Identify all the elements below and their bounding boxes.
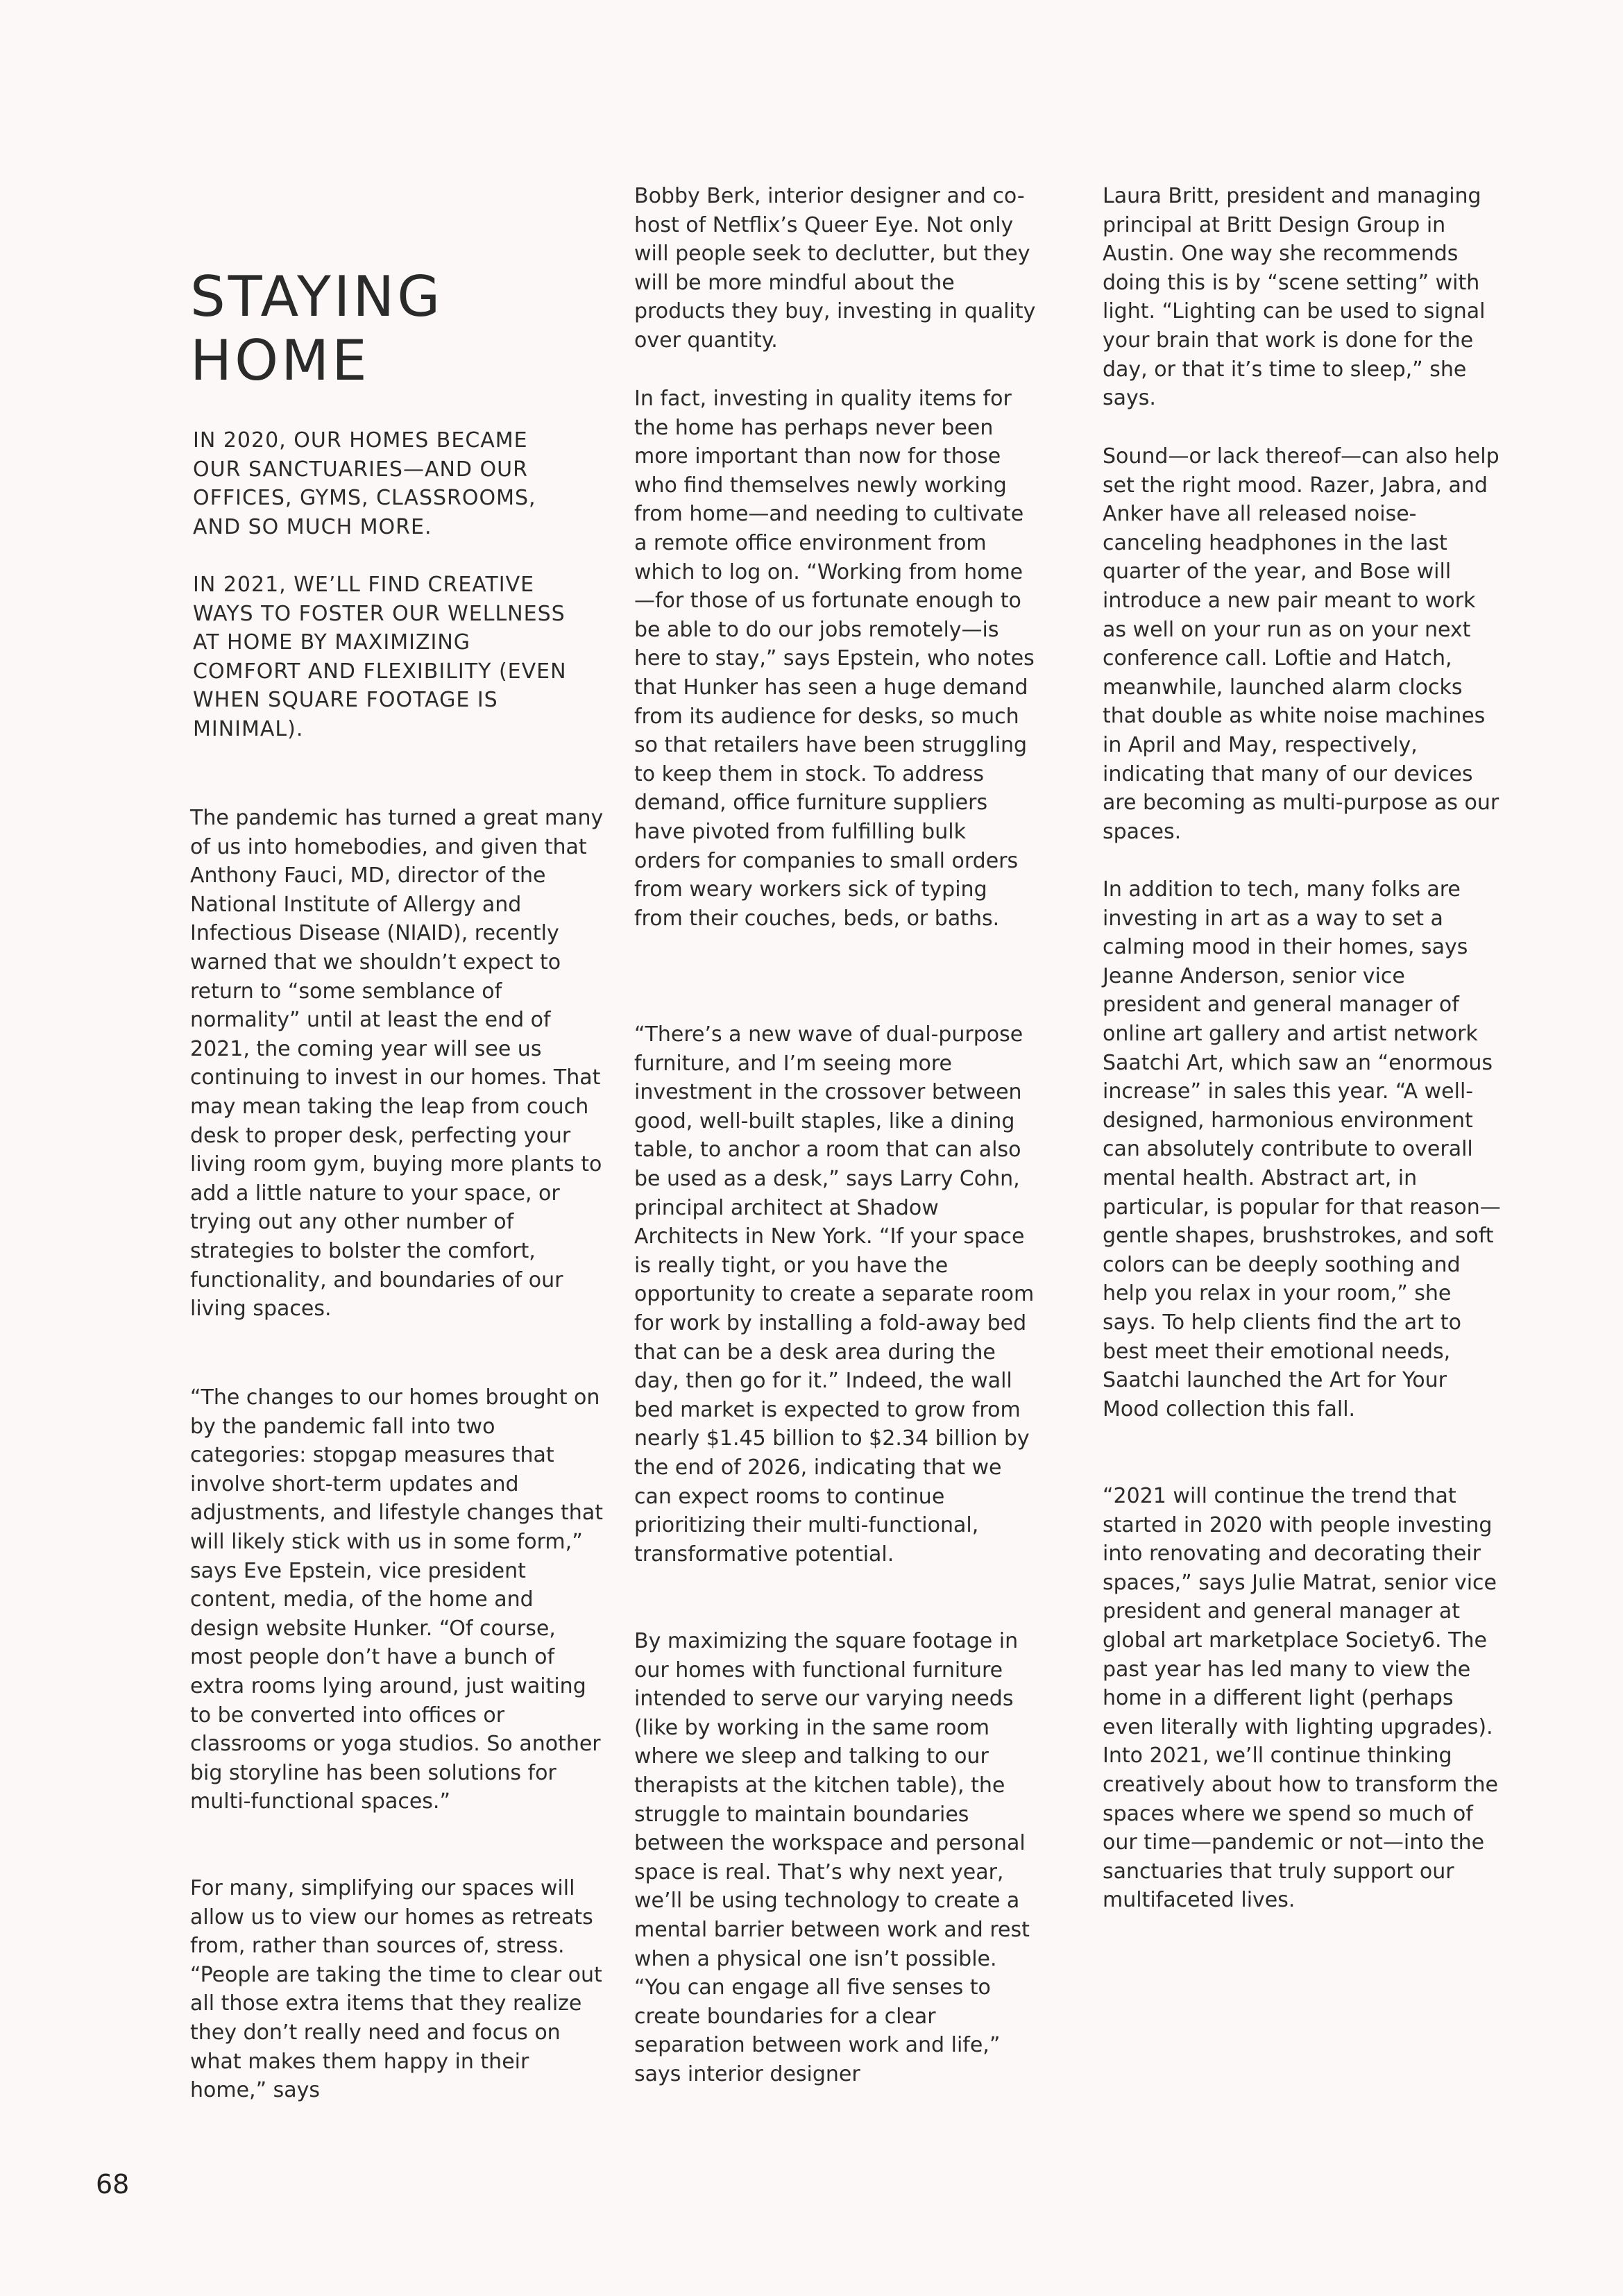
body-paragraph: In addition to tech, many folks are investing in art as a way to set a calming mood in their homes, says Jeanne Anderson, senior vice president and general manager of online art gallery and artist network Saatchi Art, which saw an “enormous increase” in sales this year. “A well-designed, harmonious environment can absolutely contribute to overall mental health. Abstract art, in particular, is popular for that reason—gentle shapes, brushstrokes, and soft colors can be deeply soothing and help you relax in your room,” she says. To help clients find the art to best meet their emotional needs, Saatchi launched the Art for Your Mood collection this fall. [1103,877,1501,1421]
body-paragraph: By maximizing the square footage in our homes with functional furniture intended to serve our varying needs (like by working in the same room where we sleep and talking to our therapists at the kitchen table), the struggle to maintain boundaries between the workspace and personal space is real. That’s why next year, we’ll be using technology to create a mental barrier between work and rest when a physical one isn’t possible. “You can engage all five senses to create boundaries for a clear separation between work and life,” says interior designer [634,1629,1030,2086]
article-title [190,265,443,393]
page-number: 68 [96,2169,130,2200]
title-line-1: STAYING [190,264,443,329]
body-paragraph: “There’s a new wave of dual-purpose furniture, and I’m seeing more investment in the crossover between good, well-built staples, like a dining table, to anchor a room that can also be used as a desk,” says Larry Cohn, principal architect at Shadow Architects in New York. “If your space is really tight, or you have the opportunity to create a separate room for work by installing a fold-away bed that can be a desk area during the day, then go for it.” Indeed, the wall bed market is expected to grow from nearly $1.45 billion to $2.34 billion by the end of 2026, indicating that we can expect rooms to continue prioritizing their multi-functional, transformative potential. [634,1022,1035,1567]
body-paragraph: In fact, investing in quality items for the home has perhaps never been more important than now for those who find themselves newly working from home—and needing to cultivate a remote office environment from which to log on. “Working from home—for those of us fortunate enough to be able to do our jobs remotely—is here to stay,” says Epstein, who notes that Hunker has seen a huge demand from its audience for desks, so much so that retailers have been struggling to keep them in stock. To address demand, office furniture suppliers have pivoted from fulfilling bulk orders for companies to small orders from weary workers sick of typing from their couches, beds, or baths. [634,387,1035,931]
body-paragraph: Bobby Berk, interior designer and co-host of Netflix’s Queer Eye. Not only will people seek to declutter, but they will be more mindful about the products they buy, investing in quality over quantity. [634,184,1036,353]
title-line-2: HOME [190,328,370,393]
body-paragraph: “The changes to our homes brought on by the pandemic fall into two categories: stopgap measures that involve short-term updates and adjustments, and lifestyle changes that will likely stick with us in some form,” says Eve Epstein, vice president content, media, of the home and design website Hunker. “Of course, most people don’t have a bunch of extra rooms lying around, just waiting to be converted into offices or classrooms or yoga studios. So another big storyline has been solutions for multi-functional spaces.” [190,1385,603,1814]
lede-paragraph-1: IN 2020, OUR HOMES BECAME OUR SANCTUARIES—AND OUR OFFICES, GYMS, CLASSROOMS, AND SO MUCH MORE. [193,428,536,539]
lede-paragraph-2: IN 2021, WE’LL FIND CREATIVE WAYS TO FOSTER OUR WELLNESS AT HOME BY MAXIMIZING COMFORT AND FLEXIBILITY (EVEN WHEN SQUARE FOOTAGE IS MINIMAL). [193,573,567,741]
body-paragraph: The pandemic has turned a great many of us into homebodies, and given that Anthony Fauci, MD, director of the National Institute of Allergy and Infectious Disease (NIAID), recently warned that we shouldn’t expect to return to “some semblance of normality” until at least the end of 2021, the coming year will see us continuing to invest in our homes. That may mean taking the leap from couch desk to proper desk, perfecting your living room gym, buying more plants to add a little nature to your space, or trying out any other number of strategies to bolster the comfort, functionality, and boundaries of our living spaces. [190,806,604,1322]
body-paragraph: For many, simplifying our spaces will allow us to view our homes as retreats from, rather than sources of, stress. “People are taking the time to clear out all those extra items that they realize they don’t really need and focus on what makes them happy in their home,” says [190,1876,602,2103]
body-paragraph: Laura Britt, president and managing principal at Britt Design Group in Austin. One way she recommends doing this is by “scene setting” with light. “Lighting can be used to signal your brain that work is done for the day, or that it’s time to sleep,” she says. [1103,184,1486,411]
body-paragraph: Sound—or lack thereof—can also help set the right mood. Razer, Jabra, and Anker have all released noise-canceling headphones in the last quarter of the year, and Bose will introduce a new pair meant to work as well on your run as on your next conference call. Loftie and Hatch, meanwhile, launched alarm clocks that double as white noise machines in April and May, respectively, indicating that many of our devices are becoming as multi-purpose as our spaces. [1103,444,1499,844]
body-paragraph: “2021 will continue the trend that started in 2020 with people investing into renovating and decorating their spaces,” says Julie Matrat, senior vice president and general manager at global art marketplace Society6. The past year has led many to view the home in a different light (perhaps even literally with lighting upgrades). Into 2021, we’ll continue thinking creatively about how to transform the spaces where we spend so much of our time—pandemic or not—into the sanctuaries that truly support our multifaceted lives. [1103,1484,1498,1913]
